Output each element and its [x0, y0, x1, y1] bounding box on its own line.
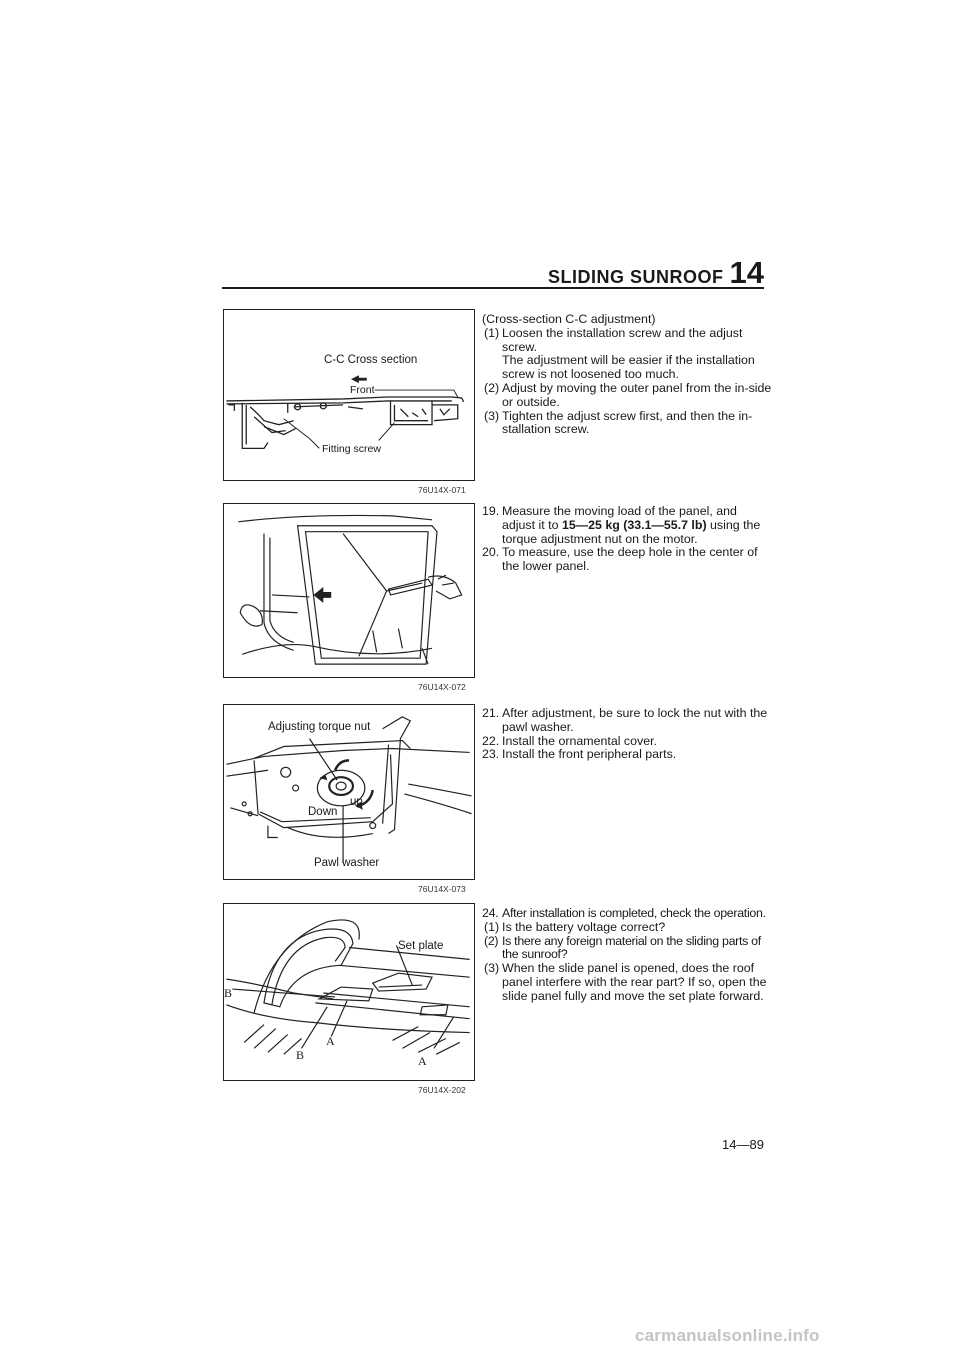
fitting-screw-label: Fitting screw	[322, 443, 381, 455]
cc-adjustment-text	[482, 313, 772, 437]
list-item: 23. Install the front peripheral parts.	[482, 747, 677, 762]
after-adjustment-text	[482, 707, 772, 762]
set-plate-drawing	[224, 904, 474, 1080]
list-item: (2) Is there any foreign material on the sliding parts of the sunroof?	[484, 933, 761, 962]
list-item: (3) When the slide panel is opened, does the roof panel interfere with the rear part? If so, open the slide panel fully and move the set plate forward.	[484, 961, 767, 1003]
up-label: up	[350, 796, 363, 808]
list-item: (2) Adjust by moving the outer panel from the in-side or outside.	[484, 380, 772, 409]
set-plate-label: Set plate	[398, 940, 444, 952]
figure-torque-nut	[223, 704, 475, 880]
pawl-washer-label: Pawl washer	[314, 857, 380, 869]
moving-load-text	[482, 505, 772, 574]
list-item: 19. Measure the moving load of the panel, and adjust it to 15—25 kg (33.1—55.7 lb) using the torque adjustment nut on the motor.	[482, 504, 761, 546]
cc-section-label: C-C Cross section	[324, 354, 418, 366]
list-item: (1) Loosen the installation screw and the adjust screw. The adjustment will be easier if the installation screw is not loosened too much.	[484, 325, 755, 382]
section-header	[548, 255, 764, 290]
list-item: 20. To measure, use the deep hole in the center of the lower panel.	[482, 545, 758, 574]
list-item: 21. After adjustment, be sure to lock the nut with the pawl washer.	[482, 706, 768, 734]
watermark: carmanualsonline.info	[635, 1326, 820, 1345]
figure-code: 76U14X-071	[418, 485, 466, 495]
moving-load-spec: 15—25 kg (33.1—55.7 lb)	[561, 517, 707, 532]
figure-moving-load	[223, 503, 475, 678]
cc-heading: (Cross-section C-C adjustment)	[482, 312, 656, 326]
a-mid-label: A	[326, 1034, 335, 1048]
a-right-label: A	[418, 1054, 427, 1068]
b-mid-label: B	[296, 1048, 305, 1062]
moving-load-drawing	[224, 504, 474, 677]
operation-check-text	[482, 907, 772, 1004]
list-item: (1) Is the battery voltage correct?	[484, 919, 666, 934]
header-rule	[222, 287, 764, 289]
torque-nut-label: Adjusting torque nut	[268, 721, 371, 733]
figure-code: 76U14X-072	[418, 682, 466, 692]
front-label: Front	[350, 384, 375, 396]
section-title: SLIDING SUNROOF	[548, 267, 724, 287]
figure-code: 76U14X-073	[418, 884, 466, 894]
section-number: 14	[729, 255, 764, 290]
figure-code: 76U14X-202	[418, 1085, 466, 1095]
b-left-label: B	[224, 986, 233, 1000]
list-item: 24. After installation is completed, check the operation.	[482, 906, 766, 920]
list-item: 22. Install the ornamental cover.	[482, 733, 657, 748]
figure-cc-cross-section	[223, 309, 475, 481]
list-item: (3) Tighten the adjust screw first, and then the in-stallation screw.	[484, 408, 753, 437]
figure-set-plate	[223, 903, 475, 1081]
page-number: 14—89	[722, 1137, 764, 1152]
down-label: Down	[308, 806, 338, 818]
